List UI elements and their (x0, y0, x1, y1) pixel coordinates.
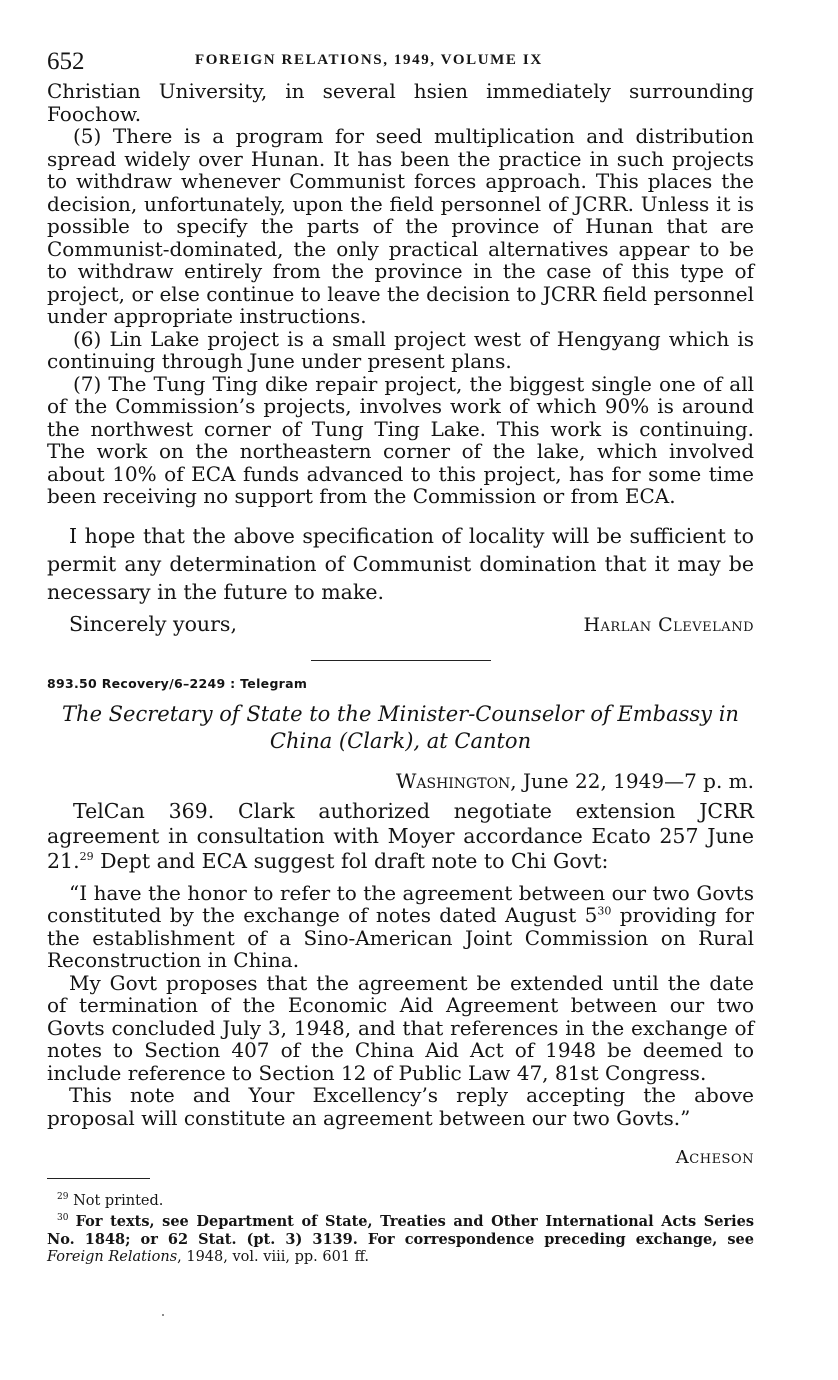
footnote-ref: 29 (79, 849, 94, 863)
dateline (47, 769, 754, 793)
footnote-ref: 30 (597, 904, 612, 918)
telegram-body (47, 799, 754, 874)
valediction: Sincerely yours, (69, 611, 237, 636)
letter-paragraph: (5) There is a program for seed multiplication and distribution spread widely over Hunan. It has been the practice in such projects to withdraw whenever Communist forces approach. This places the decision, unfortunately, upon the field personnel of JCRR. Unless it is possible to specify the parts of the province of Hunan that are Communist-dominated, the only practical alternatives appear to be to withdraw entirely from the province in the case of this type of project, or else continue to leave the decision to JCRR field personnel under appropriate instructions. (47, 124, 754, 328)
footnote-citation: Foreign Relations (47, 1248, 178, 1265)
footnote-mark: 30 (57, 1212, 69, 1223)
document-title: The Secretary of State to the Minister-Counselor of Embassy in China (Clark), at Canton (62, 701, 739, 753)
telegram-signature: Acheson (675, 1147, 754, 1168)
letter-paragraph: Christian University, in several hsien immediately surrounding Foochow. (47, 79, 754, 126)
quote-paragraph: This note and Your Excellency’s reply accepting the above proposal will constitute an agreement between our two Govts.” (47, 1083, 754, 1130)
file-reference: 893.50 Recovery/6–2249 : Telegram (47, 675, 308, 691)
letter-signoff (47, 608, 754, 644)
quote-paragraph: “I have the honor to refer to the agreement between our two Govts constituted by the exchange of notes dated August $5^{30}$ providing for the establishment of a Sino-American Joint Commission on Rural Reconstruction in China. (47, 880, 754, 972)
telegram-paragraph: TelCan 369. Clark authorized negotiate extension JCRR agreement in consultation with Moyer accordance Ecato 257 June 21.29 Dept and ECA suggest fol draft note to Chi Govt: (47, 798, 754, 873)
footnote: $^{30}$ For texts, see Department of State, Treaties and Other International Acts Series No. 1848; or 62 Stat. (pt. 3) 3139. For correspondence preceding exchange, see Foreign Relations, 1948, vol. viii, pp. 601 ff. (47, 1212, 754, 1265)
footnote-mark: 29 (57, 1192, 69, 1202)
closing-paragraph: I hope that the above specification of locality will be sufficient to permit any determination of Communist domination that it may be necessary in the future to make. (47, 523, 754, 604)
letter-paragraph: (6) Lin Lake project is a small project west of Hengyang which is continuing through June under present plans. (47, 326, 754, 373)
dateline-date: June 22, 1949—7 p. m. (523, 768, 754, 793)
letter-paragraph: (7) The Tung Ting dike repair project, the biggest single one of all of the Commission’s projects, involves work of which 90% is around the northwest corner of Tung Ting Lake. This work is continuing. The work on the northeastern corner of the lake, which involved about 10% of ECA funds advanced to this project, has for some time been receiving no support from the Commission or from ECA. (47, 371, 754, 508)
footnotes (47, 1189, 754, 1266)
footnote: $^{29}$ Not printed. (57, 1192, 164, 1209)
quote-paragraph: My Govt proposes that the agreement be extended until the date of termination of the Economic Aid Agreement between our two Govts concluded July 3, 1948, and that references in the exchange of notes to Section 407 of the China Aid Act of 1948 be deemed to include reference to Section 12 of Public Law 47, 81st Congress. (47, 970, 754, 1085)
draft-note-quote (47, 882, 754, 1130)
page-number: 652 (47, 48, 85, 75)
section-divider (311, 660, 491, 661)
running-title: FOREIGN RELATIONS, 1949, VOLUME IX (195, 52, 543, 68)
letter-closing (47, 522, 754, 606)
page-header (47, 40, 754, 80)
letter-body (47, 80, 754, 508)
footnote-divider (47, 1178, 150, 1179)
document-page (47, 40, 754, 1266)
letter-signature: Harlan Cleveland (583, 613, 754, 636)
stray-mark (162, 1314, 164, 1316)
dateline-place: Washington, (395, 768, 517, 793)
